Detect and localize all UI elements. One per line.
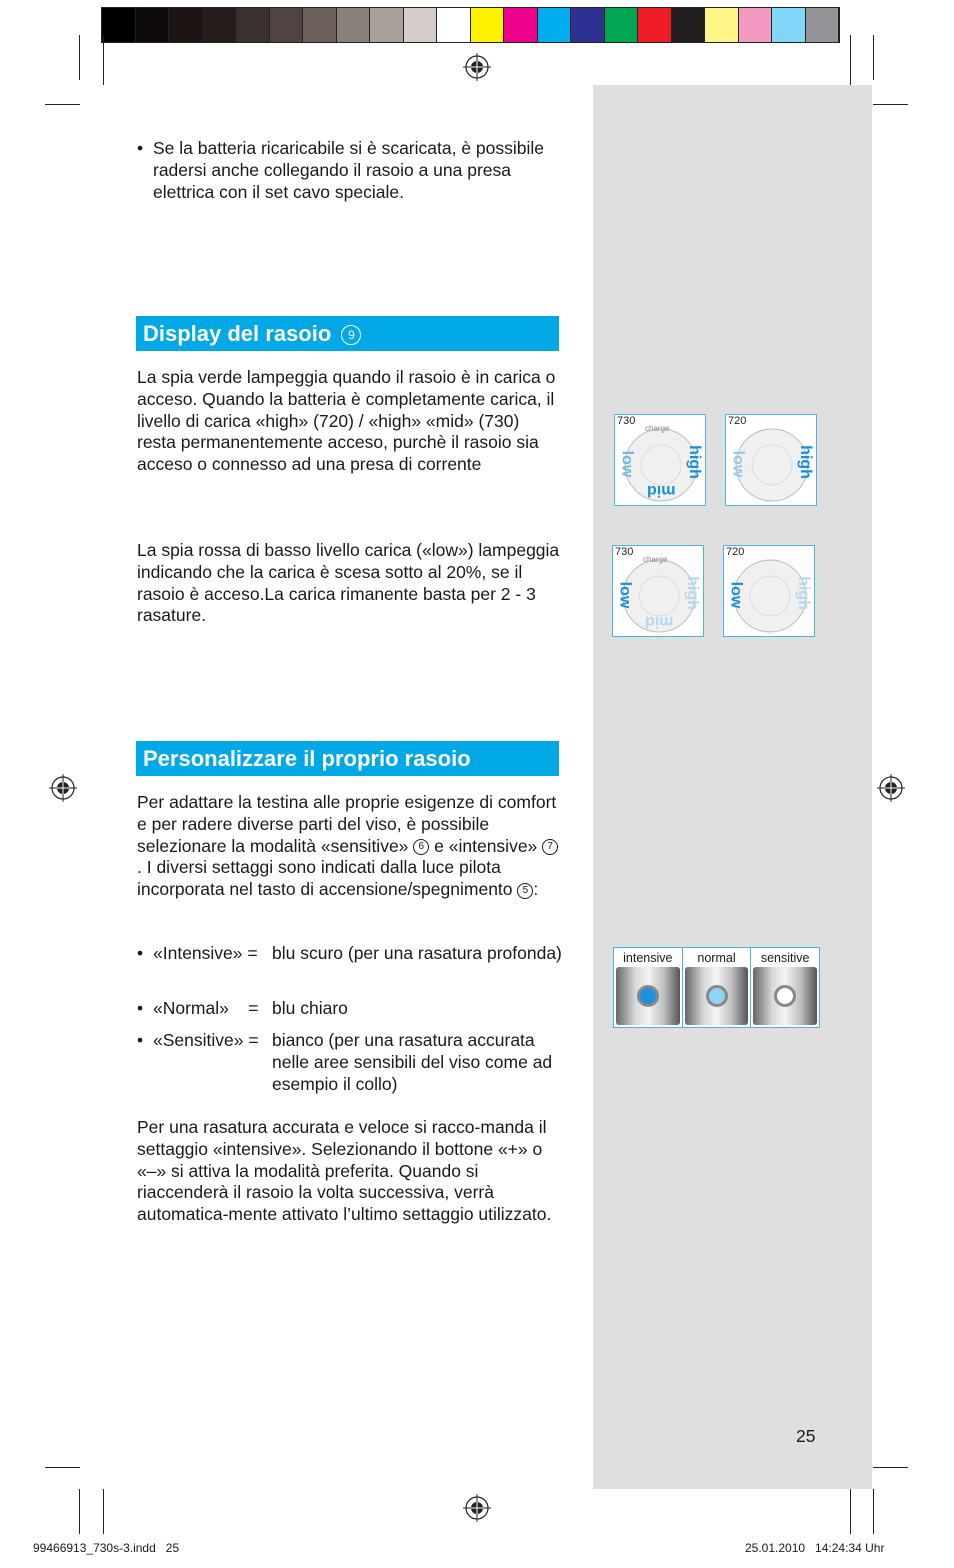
mode-sensitive (751, 948, 819, 1027)
crop-mark (873, 104, 908, 105)
display-730-low (612, 545, 704, 637)
registration-mark-icon (49, 774, 77, 802)
color-swatch (337, 8, 371, 42)
high-indicator: high (683, 576, 701, 610)
bullet-marker: • (137, 138, 144, 158)
color-swatch (236, 8, 270, 42)
mode-description: blu scuro (per una rasatura profonda) (272, 943, 562, 963)
mode-normal (683, 948, 752, 1027)
color-swatch (370, 8, 404, 42)
mid-indicator: mid (645, 613, 674, 630)
color-swatch (169, 8, 203, 42)
charge-label: charge (645, 424, 670, 433)
color-swatch (672, 8, 706, 42)
crop-mark (873, 1489, 874, 1534)
mode-bullet-normal (137, 998, 562, 1020)
crop-mark (873, 35, 874, 80)
crop-mark (873, 1467, 908, 1468)
section-heading-personalize (136, 741, 559, 776)
low-indicator: low (729, 450, 747, 478)
low-indicator: low (727, 581, 745, 609)
high-indicator: high (794, 576, 812, 610)
light-indicator-icon (774, 985, 796, 1007)
color-swatch (136, 8, 170, 42)
mode-intensive (614, 948, 683, 1027)
mode-label: sensitive (760, 951, 810, 965)
intro-text: Se la batteria ricaricabile si è scaricata, è possibile radersi anche collegando il rasoio a una presa elettrica con il set cavo speciale. (153, 138, 545, 202)
color-swatch (638, 8, 672, 42)
grey-side-panel (593, 85, 872, 1489)
crop-mark (79, 1489, 80, 1534)
registration-mark-icon (463, 1494, 491, 1522)
bullet-marker: • (137, 998, 144, 1018)
display-720-full (725, 414, 817, 506)
personalize-paragraph (137, 792, 562, 901)
personalize-text-b: e «intensive» (434, 835, 538, 856)
registration-mark-icon (463, 53, 491, 81)
color-swatch (303, 8, 337, 42)
crop-mark (45, 104, 80, 105)
color-calibration-bar (101, 7, 840, 43)
section-heading-display (136, 316, 559, 351)
mode-bullet-intensive (137, 943, 562, 965)
mode-bullet-sensitive (137, 1030, 562, 1095)
crop-mark (103, 35, 104, 85)
personalize-text-c: . I diversi settaggi sono indicati dalla luce pilota incorporata nel tasto di accensione/spegnimento (137, 857, 513, 900)
crop-mark (850, 1489, 851, 1534)
color-swatch (437, 8, 471, 42)
shaver-button-image (753, 967, 817, 1025)
crop-mark (850, 35, 851, 85)
model-number: 720 (726, 546, 745, 558)
crop-mark (45, 1467, 80, 1468)
footer-file-info: 99466913_730s-3.indd 25 (33, 1541, 180, 1555)
color-swatch (806, 8, 840, 42)
color-swatch (471, 8, 505, 42)
closing-paragraph: Per una rasatura accurata e veloce si racco-manda il settaggio «intensive». Selezionando il bottone «+» o «–» si attiva la modalità preferita. Quando si riaccenderà il rasoio la volta successiva, verrà automatica-mente attivato l’ultimo settaggio utilizzato. (137, 1117, 552, 1225)
mode-label: «Intensive» = (153, 943, 258, 963)
mode-description: bianco (per una rasatura accurata nelle aree sensibili del viso come ad esempio il collo) (272, 1030, 553, 1094)
reference-number: 9 (341, 325, 361, 345)
heading-text: Display del rasoio (143, 321, 332, 346)
color-swatch (504, 8, 538, 42)
color-swatch (270, 8, 304, 42)
high-indicator: high (796, 445, 814, 479)
color-swatch (538, 8, 572, 42)
display-720-low (723, 545, 815, 637)
color-swatch (203, 8, 237, 42)
mode-label: «Sensitive» = (153, 1030, 259, 1050)
reference-number: 6 (413, 839, 429, 855)
model-number: 730 (617, 415, 636, 427)
footer-timestamp: 25.01.2010 14:24:34 Uhr (745, 1541, 885, 1555)
mid-indicator: mid (647, 482, 676, 499)
color-swatch (404, 8, 438, 42)
color-swatch (772, 8, 806, 42)
bullet-marker: • (137, 943, 144, 963)
reference-number: 5 (517, 883, 533, 899)
high-indicator: high (685, 445, 703, 479)
charge-label: charge (643, 555, 668, 564)
low-indicator: low (616, 581, 634, 609)
mode-indicator-panel (613, 947, 820, 1028)
color-swatch (102, 8, 136, 42)
light-indicator-icon (706, 985, 728, 1007)
mode-label: «Normal» = (153, 998, 259, 1018)
personalize-text-a: Per adattare la testina alle proprie esigenze di comfort e per radere diverse parti del viso, è possibile selezionare la modalità «sensitive» (137, 792, 557, 856)
reference-number: 7 (542, 839, 558, 855)
intro-bullet (137, 138, 557, 203)
model-number: 720 (728, 415, 747, 427)
display-730-full (614, 414, 706, 506)
light-indicator-icon (637, 985, 659, 1007)
color-swatch (605, 8, 639, 42)
low-indicator: low (618, 450, 636, 478)
personalize-text-d: : (533, 879, 539, 900)
mode-description: blu chiaro (272, 998, 348, 1018)
color-swatch (739, 8, 773, 42)
registration-mark-icon (877, 774, 905, 802)
crop-mark (103, 1489, 104, 1534)
heading-text: Personalizzare il proprio rasoio (143, 746, 471, 771)
display-paragraph-2: La spia rossa di basso livello carica («low») lampeggia indicando che la carica è scesa sotto al 20%, se il rasoio è acceso.La carica rimanente basta per 2 - 3 rasature. (137, 540, 560, 626)
color-swatch (571, 8, 605, 42)
display-paragraph-1: La spia verde lampeggia quando il rasoio è in carica o acceso. Quando la batteria è completamente carica, il livello di carica «high» (720) / «high» «mid» (730) resta permanentemente acceso, purchè il rasoio sia acceso o connesso ad una presa di corrente (137, 367, 556, 475)
crop-mark (79, 35, 80, 80)
bullet-marker: • (137, 1030, 144, 1050)
shaver-button-image (685, 967, 749, 1025)
model-number: 730 (615, 546, 634, 558)
shaver-button-image (616, 967, 680, 1025)
color-swatch (705, 8, 739, 42)
mode-label: intensive (623, 951, 673, 965)
page-number: 25 (796, 1426, 816, 1446)
mode-label: normal (697, 951, 736, 965)
